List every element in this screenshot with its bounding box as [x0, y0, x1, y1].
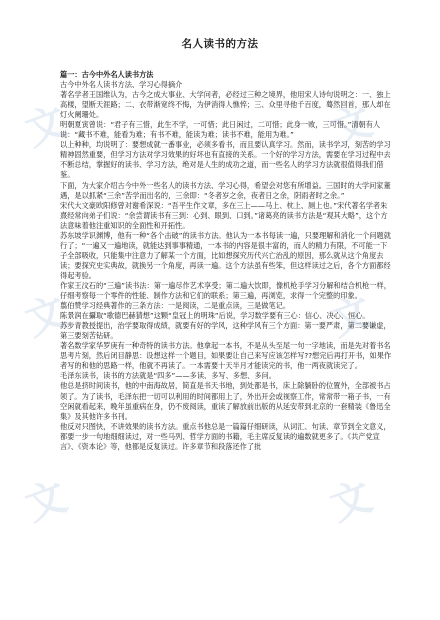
watermark-stamp: 文 — [19, 97, 73, 156]
watermark-stamp: 文 — [19, 287, 73, 346]
paragraph: 作家王汶石的“三遍”读书法：第一遍尽作艺术享受；第二遍大饮即，像机枪手学习分解和结合机枪一样，仔细考察每一个零件的性能、制作方法和它们的联系；第三遍，再浏览，求得一个完整的印象。 — [60, 280, 391, 301]
paragraph: 苏东坡学识渊博，他有一种“各个击破”的读书方法。他认为一本书每读一遍，只要理解和消化一个问题就行了；“一遍又一遍地读，就能达到事事精通，一本书的内容是很丰富的，而人的精力有限，不可能一下子全部吸收，只能集中注意力了解某一个方面，比如想探究历代兴亡治乱的原因，那么就从这个角度去读；要探究史实典故，就换另一个角度，再读一遍。这个方法虽有些笨，但这样读过之后，各个方面都经得起考验。 — [60, 230, 391, 280]
paragraph: 以上种种，均说明了：要想成就一番事业，必须多看书，而且要认真学习。然而，读书学习，刻苦的学习精神固然重要，但学习方法对学习效果的好坏也有直接的关系。一个好的学习方法，需要在学习过程中去不断总结，掌握好的读书、学习方法，绝对是人生的成功之道，而一些名人的学习方法就很值得我们借鉴。 — [60, 140, 391, 180]
paragraph: 翦伯赞学习经典著作的三条方法：一是阅读，二是重点读，三是做笔记。 — [60, 301, 291, 311]
paragraph: 下面，为大家介绍古今中外一些名人的读书方法、学习心得，希望会对您有所增益。三国时的大学问家董遇，是以抓紧“三余”苦学而出名的，三余即：“冬者岁之余，夜者日之余，阴雨者时之余。” — [60, 180, 391, 200]
paragraph: 他反对只图快，不讲效果的读书方法。重点书他总是一篇篇仔细研读，从词汇、句读、章节到全文意义，都要一步一句地细细读过，对一些马列、哲学方面的书籍，毛主席反复读的遍数就更多了。《共产党宣言》、《资本论》等，他都是反复读过。许多章节和段落还作了批 — [60, 421, 391, 451]
paragraph: 著名数学家华罗庚有一种奇特的读书方法。他拿起一本书，不是从头至尾一句一字地读，而是先对着书名思考片刻，然后闭目静思：设想这样一个题目，如果要让自己来写应该怎样写??想完后再打开书，如果作者写的和他的思路一样，他就不再读了。一本需要十天半月才能读完的书，他一两夜就读完了。 — [60, 341, 392, 371]
document-title: 名人读书的方法 — [181, 38, 259, 50]
paragraph: 他总是挤时间读书，他的中南海故居，简直是书天书地，到处都是书，床上除躺卧的位置外，全部被书占领了。为了读书，毛泽东把一切可以利用的时间都用上了，外出开会或视察工作，常常带一箱子书，一有空闲就看起来，晚年虽重病在身，仍不废阅读，重读了解放前出版的从延安带到北京的一套精装《鲁迅全集》及其他许多书刊。 — [60, 381, 391, 421]
paragraph: 陈景润在攝取“歌德巴赫猜想”这颗“皇冠上的明珠”后说，学习数学要有三心：信心、决心、恒心。 — [60, 311, 370, 321]
watermark-stamp: 文 — [324, 287, 378, 346]
watermark-stamp: 文 — [19, 472, 73, 531]
paragraph: 著名学者王国维认为，古今之成大事业、大学问者，必经过三种之境界，他用宋人诗句说明之：一、独上高楼，望断天涯路；二、衣带渐宽终不悔，为伊消得人憔悴；三、众里寻他千百度，蓦然回首，那人却在灯火阑珊处。 — [60, 90, 391, 120]
paragraph: 苏步青教授提出，治学要取得成绩，就要有好的学风，这种学风有三个方面：第一要严肃，第二要谦虚，第三要刻苦钻研。 — [60, 321, 391, 341]
document-body — [60, 70, 392, 452]
watermark-stamp: 文 — [324, 472, 378, 531]
paragraph: 明朝夏寅曾说：“君子有三惜，此生不学，一可惜；此日闲过，二可惜；此身一败，三可惜。”清朝有人说：“藏书不难，能看为难；有书不难，能读为难；读书不难，能用为难。” — [60, 120, 381, 140]
paragraph: 毛泽东读书，读书的方法就是“四多”——多读、多写、多想、多问。 — [60, 371, 276, 381]
watermark-stamp: 文 — [324, 97, 378, 156]
section-heading: 篇一：古今中外名人读书方法 — [60, 70, 154, 79]
paragraph: 古今中外名人读书方法、学习心得摘介 — [60, 80, 183, 90]
paragraph: 宋代大文豪欧阳修曾对谢希深说：“吾平生作文章，多在三上——马上、枕上、厕上也。”宋代著名学者朱熹经常向弟子们说：“余尝谓读书有三到：心到、眼到、口到。”诸葛亮的读书方法是“观其大略”，这个方法意味着他注重知识的全面性和开拓性。 — [60, 200, 388, 230]
